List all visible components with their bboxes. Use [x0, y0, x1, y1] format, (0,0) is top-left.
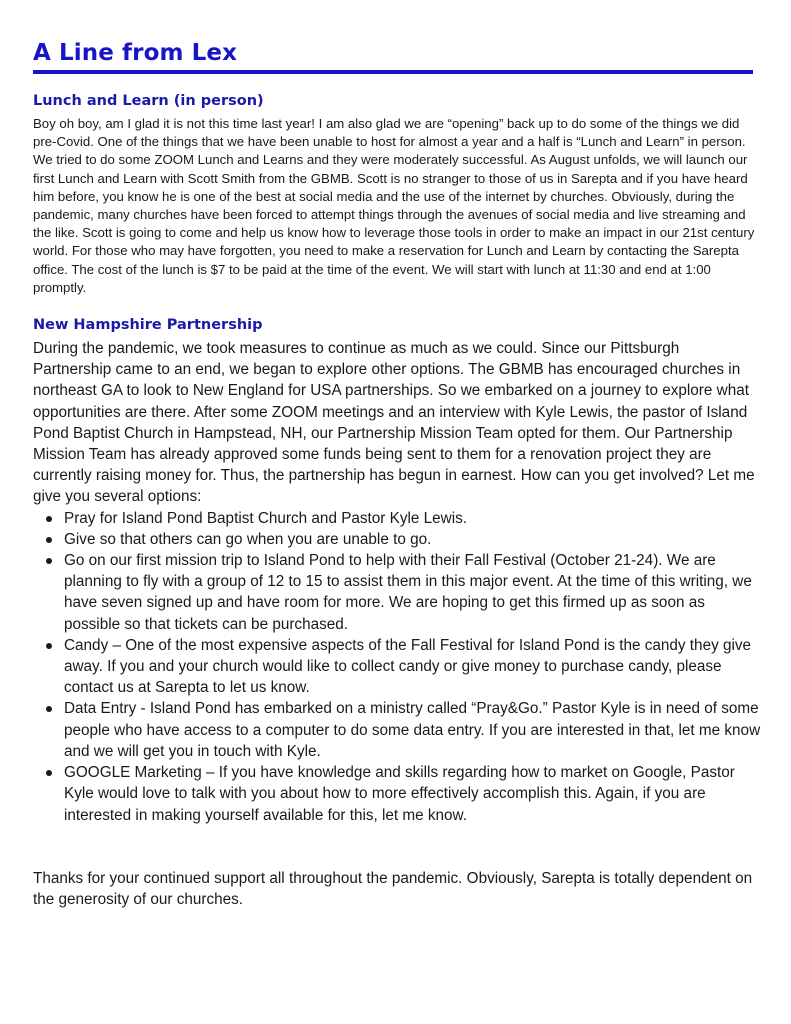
option-text: Go on our first mission trip to Island Pond to help with their Fall Festival (October 21-24). We are planning to fly with a group of 12 to 15 to assist them in this major event. At the time of this writing, we have seven signed up and have room for more. We are hoping to get this firmed up as soon as possible so that tickets can be purchased.: [64, 552, 752, 633]
lunch-and-learn-paragraph: Boy oh boy, am I glad it is not this time last year! I am also glad we are “opening” back up to do some of the things we did pre-Covid. One of the things that we have been unable to host for almost a year and a half is “Lunch and Learn” in person. We tried to do some ZOOM Lunch and Learns and they were moderately successful. As August unfolds, we will launch our first Lunch and Learn with Scott Smith from the GBMB. Scott is no stranger to those of us in Sarepta and if you have heard him before, you know he is one of the best at social media and the use of the internet by churches. Obviously, during the pandemic, many churches have been forced to attempt things through the avenues of social media and live streaming and the like. Scott is going to come and help us know how to leverage those tools in order to make an impact in our 21st century world. For those who may have forgotten, you need to make a reservation for Lunch and Learn by contacting the Sarepta office. The cost of the lunch is $7 to be paid at the time of the event. We will start with lunch at 11:30 and end at 1:00 promptly.: [33, 116, 755, 295]
bullet-icon: [46, 558, 52, 564]
bullet-icon: [46, 706, 52, 712]
option-text: Pray for Island Pond Baptist Church and Pastor Kyle Lewis.: [64, 509, 468, 527]
list-item: [33, 529, 765, 550]
page-title: A Line from Lex: [33, 40, 238, 66]
closing-paragraph: Thanks for your continued support all throughout the pandemic. Obviously, Sarepta is totally dependent on the generosity of our churches.: [33, 869, 753, 908]
nh-partnership-paragraph: During the pandemic, we took measures to continue as much as we could. Since our Pittsburgh Partnership came to an end, we began to explore other options. The GBMB has encouraged churches in northeast GA to look to New England for USA partnerships. So we embarked on a journey to explore what opportunities are there. After some ZOOM meetings and an interview with Kyle Lewis, the pastor of Island Pond Baptist Church in Hampstead, NH, our Partnership Mission Team opted for them. Our Partnership Mission Team has already approved some funds being sent to them for a renovation project they are currently raising money for. Thus, the partnership has begun in earnest. How can you get involved? Let me give you several options:: [33, 340, 755, 506]
list-item: [33, 508, 765, 529]
list-item: [33, 550, 765, 635]
bullet-icon: [46, 537, 52, 543]
document-page: [33, 38, 761, 910]
option-text: GOOGLE Marketing – If you have knowledge and skills regarding how to market on Google, Pastor Kyle would love to talk with you about how to more effectively accomplish this. Again, if you are interested in making yourself available for this, let me know.: [64, 764, 735, 824]
list-item: [33, 635, 765, 699]
involvement-options-list: [33, 508, 765, 826]
bullet-icon: [46, 770, 52, 776]
option-text: Candy – One of the most expensive aspects of the Fall Festival for Island Pond is the candy they give away. If you and your church would like to collect candy or give money to purchase candy, please contact us at Sarepta to let us know.: [64, 636, 752, 697]
option-text: Data Entry - Island Pond has embarked on a ministry called “Pray&Go.” Pastor Kyle is in need of some people who have access to a computer to do some data entry. If you are interested in that, let me know and we will get you in touch with Kyle.: [64, 700, 761, 760]
option-text: Give so that others can go when you are unable to go.: [64, 530, 432, 548]
nh-partnership-heading: New Hampshire Partnership: [33, 317, 263, 334]
bullet-icon: [46, 643, 52, 649]
title-underline: [33, 70, 753, 74]
lunch-and-learn-heading: Lunch and Learn (in person): [33, 93, 264, 109]
list-item: [33, 762, 765, 826]
bullet-icon: [46, 516, 52, 522]
list-item: [33, 698, 765, 762]
